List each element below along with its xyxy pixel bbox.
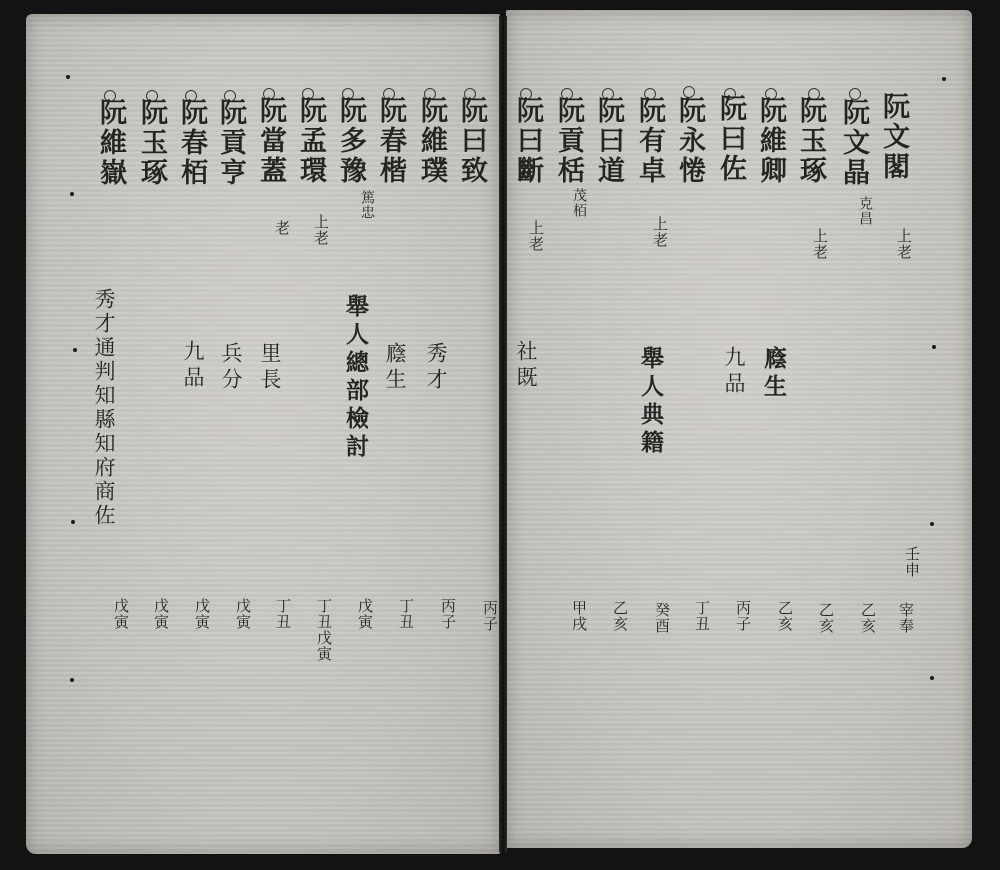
name-entry: 阮文晶 xyxy=(838,98,869,188)
year-entry: 戊寅 xyxy=(193,598,211,630)
name-entry: 阮春栢 xyxy=(176,98,207,188)
year-entry: 乙亥 xyxy=(611,600,629,632)
name-entry: 阮玉琢 xyxy=(136,98,167,188)
rank-title: 廕生 xyxy=(760,346,787,402)
year-entry: 丙子 xyxy=(439,598,457,630)
name-annotation: 克昌 xyxy=(857,196,873,226)
rank-title: 秀才 xyxy=(424,342,448,394)
binding-hole xyxy=(930,676,934,680)
book-gutter xyxy=(499,16,507,852)
name-entry: 阮曰道 xyxy=(593,96,624,186)
binding-hole xyxy=(66,75,70,79)
rank-title: 舉人總部檢討 xyxy=(342,294,369,462)
year-entry: 戊寅 xyxy=(356,598,374,630)
year-entry: 丁丑戊寅 xyxy=(315,598,333,662)
elder-tag: 上老 xyxy=(811,228,829,260)
rank-title: 里長 xyxy=(258,342,282,394)
binding-hole xyxy=(71,520,75,524)
binding-hole xyxy=(70,678,74,682)
year-entry: 戊寅 xyxy=(234,598,252,630)
name-entry: 阮春楷 xyxy=(375,96,406,186)
name-entry: 阮文閣 xyxy=(878,92,909,182)
rank-title: 兵分 xyxy=(219,342,243,394)
elder-tag: 上老 xyxy=(312,214,330,246)
elder-tag: 上老 xyxy=(651,216,669,248)
name-entry: 阮貢栝 xyxy=(553,96,584,186)
year-entry: 丙子 xyxy=(481,600,499,632)
name-entry: 阮孟環 xyxy=(295,96,326,186)
rank-title: 舉人典籍 xyxy=(637,346,664,458)
elder-tag: 上老 xyxy=(527,220,545,252)
name-entry: 阮曰斷 xyxy=(512,96,543,186)
binding-hole xyxy=(942,77,946,81)
name-entry: 阮曰佐 xyxy=(715,94,746,184)
rank-title: 社既 xyxy=(514,340,538,392)
year-entry: 乙亥 xyxy=(859,602,877,634)
year-entry: 乙亥 xyxy=(776,600,794,632)
rank-title: 秀才通判知縣知府商佐 xyxy=(92,288,116,528)
name-entry: 阮多豫 xyxy=(335,96,366,186)
cycle-note: 壬申 xyxy=(903,546,921,578)
name-entry: 阮曰致 xyxy=(456,96,487,186)
name-entry: 阮有卓 xyxy=(634,96,665,186)
name-entry: 阮玉琢 xyxy=(795,96,826,186)
rank-title: 九品 xyxy=(181,340,205,392)
year-entry: 丁丑 xyxy=(397,598,415,630)
name-entry: 阮維卿 xyxy=(755,96,786,186)
name-entry: 阮永惓 xyxy=(674,96,705,186)
year-entry: 戊寅 xyxy=(112,598,130,630)
binding-hole xyxy=(70,192,74,196)
name-annotation: 茂栢 xyxy=(571,188,587,218)
name-entry: 阮維嶽 xyxy=(95,98,126,188)
binding-hole xyxy=(932,345,936,349)
elder-tag: 老 xyxy=(273,220,291,236)
binding-hole xyxy=(73,348,77,352)
name-annotation: 篤忠 xyxy=(359,190,375,220)
name-entry: 阮當蓋 xyxy=(255,96,286,186)
year-entry: 甲戌 xyxy=(570,600,588,632)
year-entry: 丁丑 xyxy=(274,598,292,630)
year-entry: 戊寅 xyxy=(152,598,170,630)
binding-hole xyxy=(930,522,934,526)
rank-title: 九品 xyxy=(722,346,746,398)
year-entry: 乙亥 xyxy=(817,602,835,634)
year-entry: 丙子 xyxy=(734,600,752,632)
year-header: 宰奉 xyxy=(897,602,915,634)
rank-title: 廕生 xyxy=(383,342,407,394)
name-entry: 阮貢亨 xyxy=(215,98,246,188)
year-entry: 癸酉 xyxy=(653,602,671,634)
elder-tag: 上老 xyxy=(895,228,913,260)
year-entry: 丁丑 xyxy=(693,600,711,632)
name-entry: 阮維璞 xyxy=(416,96,447,186)
